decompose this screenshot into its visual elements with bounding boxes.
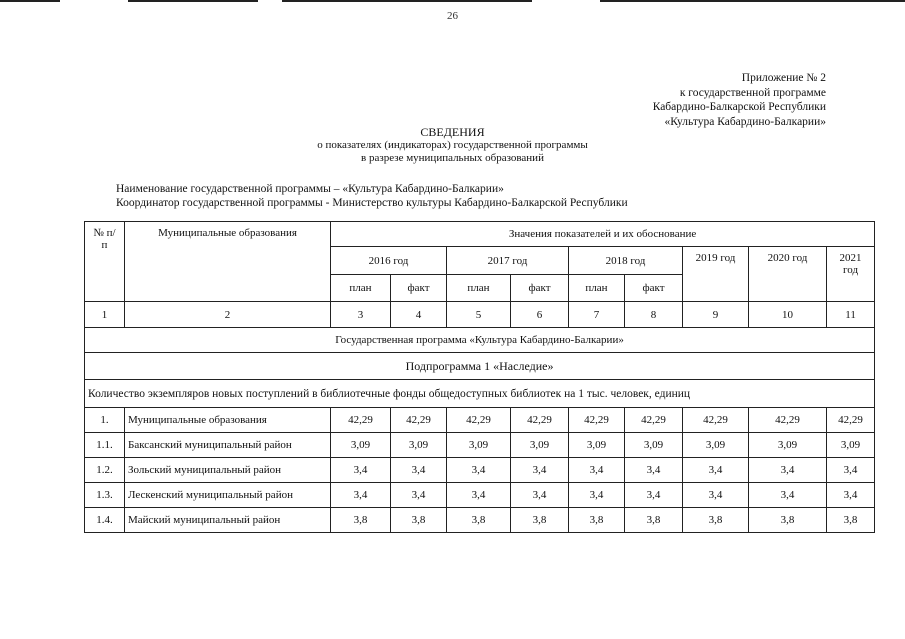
indicator-value: 3,4 [827, 483, 875, 508]
header-values-group: Значения показателей и их обоснование [331, 222, 875, 247]
title-line: в разрезе муниципальных образований [361, 152, 544, 164]
indicator-value: 3,4 [447, 458, 511, 483]
indicator-value: 3,09 [749, 433, 827, 458]
column-number: 3 [331, 302, 391, 328]
indicator-value: 3,4 [511, 458, 569, 483]
indicator-value: 3,09 [391, 433, 447, 458]
scan-artifact [0, 0, 60, 2]
indicator-value: 42,29 [569, 408, 625, 433]
indicator-value: 3,09 [827, 433, 875, 458]
municipality-name: Баксанский муниципальный район [125, 433, 331, 458]
row-number: 1.3. [85, 483, 125, 508]
indicator-value: 3,4 [331, 483, 391, 508]
row-number: 1.4. [85, 508, 125, 533]
municipality-name: Зольский муниципальный район [125, 458, 331, 483]
row-number: 1.2. [85, 458, 125, 483]
indicator-value: 3,4 [391, 483, 447, 508]
indicator-value: 3,8 [569, 508, 625, 533]
indicator-value: 42,29 [827, 408, 875, 433]
program-meta [116, 182, 628, 210]
program-row: Государственная программа «Культура Кабардино-Балкарии» [85, 328, 875, 353]
indicator-row: Количество экземпляров новых поступлений в библиотечные фонды общедоступных библиотек на 1 тыс. человек, единиц [85, 380, 875, 408]
table-row [85, 433, 875, 458]
header-fact: факт [625, 275, 683, 302]
indicator-value: 3,4 [569, 483, 625, 508]
row-number: 1. [85, 408, 125, 433]
header-plan: план [447, 275, 511, 302]
program-coordinator: Координатор государственной программы - Министерство культуры Кабардино-Балкарской Республики [116, 197, 628, 209]
indicator-value: 3,09 [331, 433, 391, 458]
page-number: 26 [447, 10, 458, 22]
table-row [85, 483, 875, 508]
indicator-value: 3,4 [683, 458, 749, 483]
scan-artifact [128, 0, 258, 2]
indicator-value: 3,8 [511, 508, 569, 533]
municipality-name: Лескенский муниципальный район [125, 483, 331, 508]
header-fact: факт [391, 275, 447, 302]
indicator-value: 3,8 [391, 508, 447, 533]
table-row [85, 458, 875, 483]
indicator-value: 42,29 [683, 408, 749, 433]
column-number: 4 [391, 302, 447, 328]
indicator-value: 3,8 [625, 508, 683, 533]
indicator-value: 3,09 [625, 433, 683, 458]
municipality-name: Майский муниципальный район [125, 508, 331, 533]
indicator-value: 3,8 [827, 508, 875, 533]
indicator-value: 42,29 [391, 408, 447, 433]
scan-artifact [600, 0, 905, 2]
indicator-value: 3,8 [683, 508, 749, 533]
appendix-line: «Культура Кабардино-Балкарии» [664, 115, 826, 128]
header-year: 2016 год [331, 247, 447, 275]
indicator-value: 42,29 [331, 408, 391, 433]
subprogram-row: Подпрограмма 1 «Наследие» [85, 353, 875, 380]
indicator-value: 3,4 [331, 458, 391, 483]
header-plan: план [569, 275, 625, 302]
indicator-value: 3,8 [331, 508, 391, 533]
header-year: 2018 год [569, 247, 683, 275]
header-plan: план [331, 275, 391, 302]
header-year: 2019 год [683, 247, 749, 302]
indicator-value: 3,4 [827, 458, 875, 483]
appendix-block [653, 71, 826, 129]
appendix-line: Кабардино-Балкарской Республики [652, 101, 826, 113]
column-number: 1 [85, 302, 125, 328]
indicator-value: 3,4 [511, 483, 569, 508]
title-line: о показателях (индикаторах) государственной программы [317, 139, 588, 151]
indicator-value: 3,4 [569, 458, 625, 483]
indicator-value: 42,29 [447, 408, 511, 433]
indicator-value: 3,8 [749, 508, 827, 533]
indicators-table [84, 221, 875, 533]
indicator-value: 3,4 [683, 483, 749, 508]
municipality-name: Муниципальные образования [125, 408, 331, 433]
indicator-value: 3,4 [749, 483, 827, 508]
column-number: 10 [749, 302, 827, 328]
indicator-value: 3,09 [683, 433, 749, 458]
header-fact: факт [511, 275, 569, 302]
column-number: 5 [447, 302, 511, 328]
column-number: 11 [827, 302, 875, 328]
indicator-value: 3,4 [625, 483, 683, 508]
indicator-value: 3,09 [511, 433, 569, 458]
column-number-row [85, 302, 875, 328]
column-number: 6 [511, 302, 569, 328]
column-number: 7 [569, 302, 625, 328]
indicator-value: 42,29 [749, 408, 827, 433]
indicator-value: 3,4 [391, 458, 447, 483]
indicator-value: 3,8 [447, 508, 511, 533]
program-name: Наименование государственной программы – «Культура Кабардино-Балкарии» [116, 183, 504, 195]
indicator-value: 42,29 [625, 408, 683, 433]
indicator-value: 3,09 [447, 433, 511, 458]
column-number: 8 [625, 302, 683, 328]
indicator-value: 3,09 [569, 433, 625, 458]
document-title [0, 126, 905, 165]
table-row [85, 508, 875, 533]
indicator-value: 3,4 [749, 458, 827, 483]
appendix-line: Приложение № 2 [741, 72, 826, 84]
indicator-value: 3,4 [447, 483, 511, 508]
header-num: № п/п [85, 222, 125, 302]
scan-artifact [282, 0, 532, 2]
header-year: 2021 год [827, 247, 875, 302]
indicator-value: 42,29 [511, 408, 569, 433]
column-number: 9 [683, 302, 749, 328]
column-number: 2 [125, 302, 331, 328]
row-number: 1.1. [85, 433, 125, 458]
appendix-line: к государственной программе [679, 86, 826, 99]
header-year: 2020 год [749, 247, 827, 302]
indicator-value: 3,4 [625, 458, 683, 483]
table-row [85, 408, 875, 433]
title-line: СВЕДЕНИЯ [420, 125, 485, 139]
header-year: 2017 год [447, 247, 569, 275]
header-municipality: Муниципальные образования [125, 222, 331, 302]
